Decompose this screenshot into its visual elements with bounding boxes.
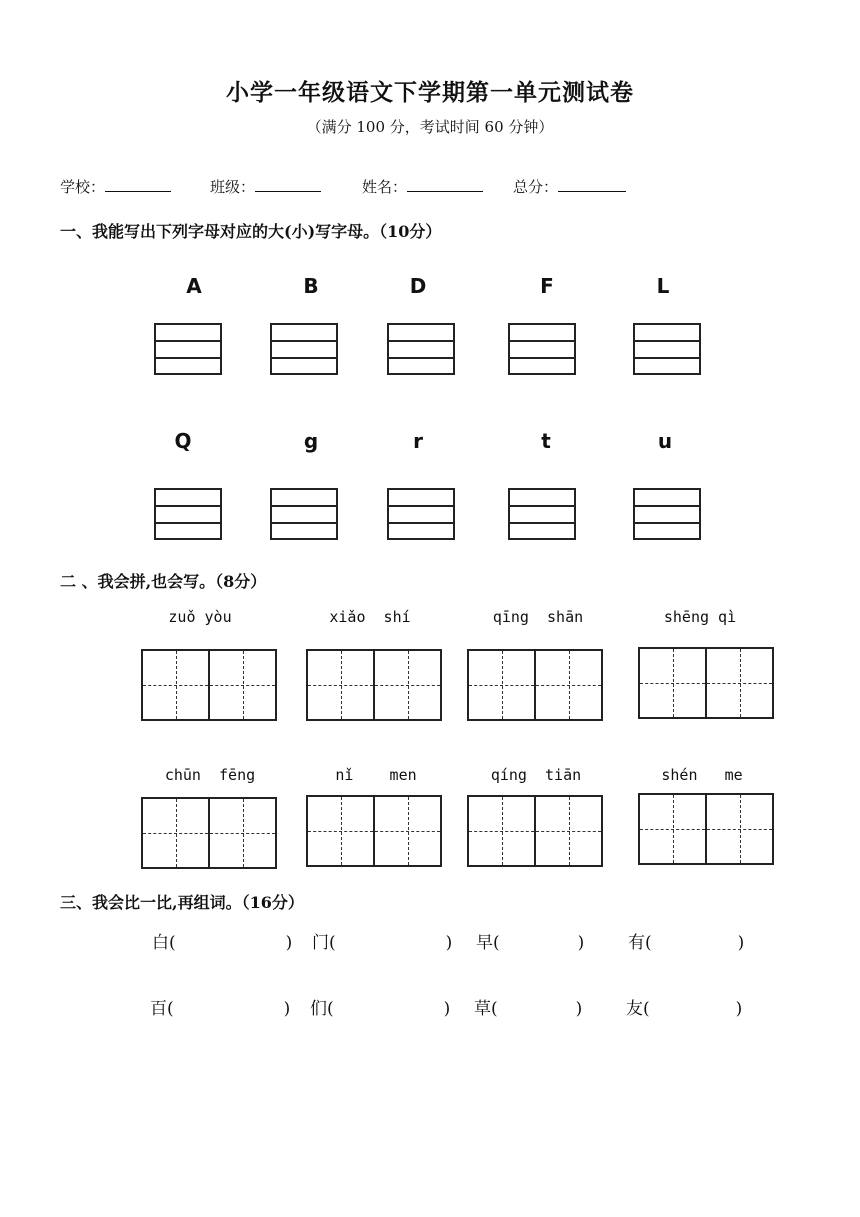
section3-title: 三、我会比一比,再组词。（16分） — [60, 893, 304, 912]
name-field[interactable] — [362, 176, 483, 197]
pinyin-label: chūn fēng — [164, 766, 256, 784]
letter-item: u — [657, 429, 673, 453]
letter-item: A — [186, 274, 202, 298]
tian-cell[interactable] — [534, 797, 601, 865]
character: 友 — [626, 999, 643, 1019]
pinyin-label: zuǒ yòu — [168, 608, 232, 626]
pinyin-label: shén me — [661, 766, 743, 784]
four-line-writing-box[interactable] — [387, 323, 455, 375]
score-field[interactable] — [513, 176, 626, 197]
name-label: 姓名： — [362, 178, 408, 196]
four-line-writing-box[interactable] — [508, 323, 576, 375]
character: 们 — [310, 999, 327, 1019]
four-line-writing-box[interactable] — [154, 323, 222, 375]
word-compare-item[interactable]: 早( ) — [476, 933, 585, 953]
four-line-writing-box[interactable] — [387, 488, 455, 540]
character: 门 — [312, 933, 329, 953]
tian-cell[interactable] — [143, 651, 208, 719]
school-blank[interactable] — [105, 177, 171, 192]
tian-cell[interactable] — [373, 651, 440, 719]
tian-cell[interactable] — [640, 795, 705, 863]
tian-cell[interactable] — [469, 797, 534, 865]
tian-cell[interactable] — [373, 797, 440, 865]
tian-grid-box[interactable] — [638, 647, 774, 719]
letter-item: L — [656, 274, 670, 298]
four-line-writing-box[interactable] — [270, 488, 338, 540]
character: 有 — [628, 933, 645, 953]
tian-grid-box[interactable] — [141, 797, 277, 869]
section2-title: 二 、我会拼,也会写。（8分） — [60, 572, 267, 591]
pinyin-label: shēng qì — [663, 608, 737, 626]
pinyin-label: xiǎo shí — [329, 608, 411, 626]
tian-cell[interactable] — [308, 797, 373, 865]
section1-title: 一、我能写出下列字母对应的大(小)写字母。（10分） — [60, 222, 442, 241]
class-field[interactable] — [210, 176, 321, 197]
school-field[interactable] — [60, 176, 171, 197]
school-label: 学校： — [60, 178, 106, 196]
letter-item: r — [413, 429, 423, 453]
character: 百 — [150, 999, 167, 1019]
class-blank[interactable] — [255, 177, 321, 192]
word-compare-item[interactable]: 草( ) — [474, 999, 583, 1019]
letter-item: t — [541, 429, 551, 453]
pinyin-label: qīng shān — [492, 608, 584, 626]
tian-cell[interactable] — [469, 651, 534, 719]
tian-cell[interactable] — [705, 795, 772, 863]
pinyin-label: nǐ men — [335, 766, 417, 784]
letter-item: g — [303, 429, 319, 453]
tian-grid-box[interactable] — [141, 649, 277, 721]
word-compare-item[interactable]: 有( ) — [628, 933, 745, 953]
tian-cell[interactable] — [534, 651, 601, 719]
tian-cell[interactable] — [208, 799, 275, 867]
page-title: 小学一年级语文下学期第一单元测试卷 — [226, 79, 634, 106]
tian-grid-box[interactable] — [306, 795, 442, 867]
tian-grid-box[interactable] — [467, 649, 603, 721]
tian-grid-box[interactable] — [638, 793, 774, 865]
tian-cell[interactable] — [143, 799, 208, 867]
letter-item: F — [540, 274, 554, 298]
class-label: 班级： — [210, 178, 256, 196]
character: 白 — [152, 933, 169, 953]
score-blank[interactable] — [558, 177, 626, 192]
character: 草 — [474, 999, 491, 1019]
tian-cell[interactable] — [705, 649, 772, 717]
four-line-writing-box[interactable] — [633, 488, 701, 540]
tian-cell[interactable] — [640, 649, 705, 717]
name-blank[interactable] — [407, 177, 483, 192]
four-line-writing-box[interactable] — [270, 323, 338, 375]
score-label: 总分： — [513, 178, 559, 196]
letter-item: B — [303, 274, 319, 298]
word-compare-item[interactable]: 白( ) — [152, 933, 293, 953]
letter-item: Q — [174, 429, 192, 453]
tian-cell[interactable] — [308, 651, 373, 719]
pinyin-label: qíng tiān — [490, 766, 582, 784]
four-line-writing-box[interactable] — [633, 323, 701, 375]
word-compare-item[interactable]: 门( ) — [312, 933, 453, 953]
tian-grid-box[interactable] — [467, 795, 603, 867]
four-line-writing-box[interactable] — [508, 488, 576, 540]
letter-item: D — [409, 274, 427, 298]
word-compare-item[interactable]: 们( ) — [310, 999, 451, 1019]
word-compare-item[interactable]: 百( ) — [150, 999, 291, 1019]
four-line-writing-box[interactable] — [154, 488, 222, 540]
tian-cell[interactable] — [208, 651, 275, 719]
page-subtitle: （满分 100 分，考试时间 60 分钟） — [306, 118, 554, 136]
character: 早 — [476, 933, 493, 953]
tian-grid-box[interactable] — [306, 649, 442, 721]
word-compare-item[interactable]: 友( ) — [626, 999, 743, 1019]
